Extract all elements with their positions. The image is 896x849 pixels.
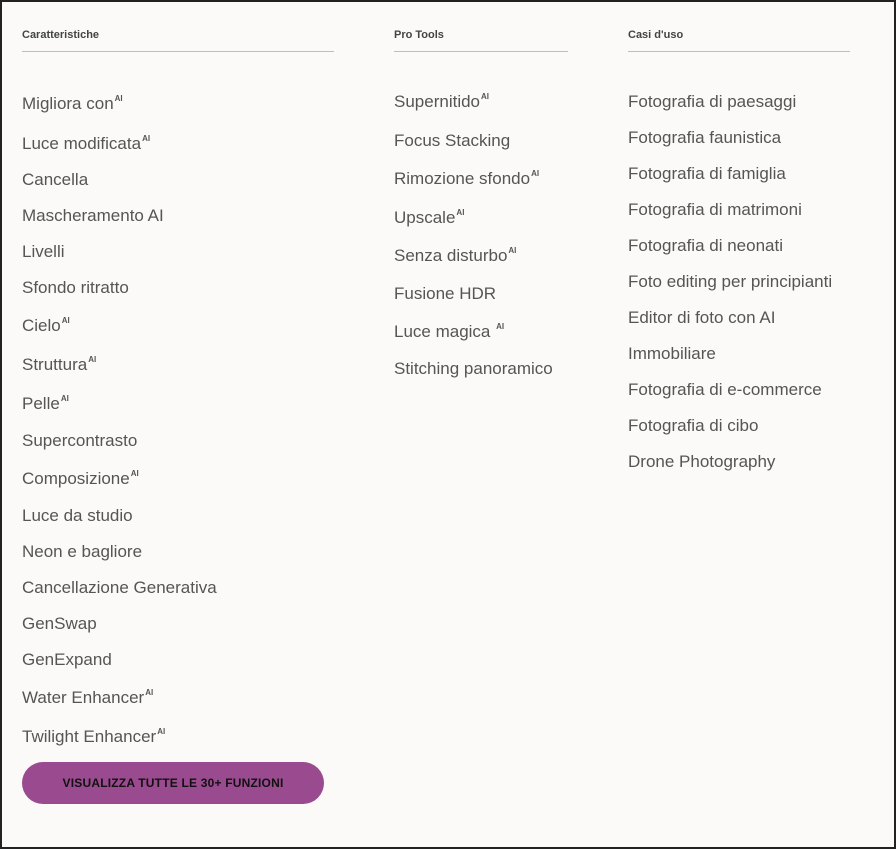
- menu-item[interactable]: [394, 92, 489, 112]
- menu-item[interactable]: [628, 200, 802, 220]
- ai-badge: AI: [145, 688, 154, 697]
- ai-badge: AI: [130, 469, 139, 478]
- menu-item-label: Luce da studio: [22, 506, 133, 525]
- menu-item[interactable]: [394, 359, 553, 379]
- menu-item[interactable]: [22, 206, 164, 226]
- menu-item[interactable]: [22, 727, 165, 747]
- menu-item-label: Foto editing per principianti: [628, 272, 833, 291]
- menu-item-label: Cancella: [22, 170, 89, 189]
- ai-badge: AI: [456, 208, 465, 217]
- ai-badge: AI: [157, 727, 166, 736]
- menu-item[interactable]: [22, 431, 137, 451]
- menu-item-label: Drone Photography: [628, 452, 776, 471]
- ai-badge: AI: [142, 134, 151, 143]
- menu-item-label: Fotografia di e-commerce: [628, 380, 822, 399]
- menu-item-label: Editor di foto con AI: [628, 308, 776, 327]
- menu-item[interactable]: [22, 506, 133, 526]
- menu-item[interactable]: [394, 246, 516, 266]
- menu-item-label: Immobiliare: [628, 344, 716, 363]
- ai-badge: AI: [496, 322, 505, 331]
- menu-item-label: Upscale: [394, 208, 456, 227]
- column-title: Casi d'uso: [628, 28, 850, 52]
- column-caratteristiche: [22, 28, 334, 746]
- column-casi-d-uso: [628, 28, 850, 471]
- menu-item[interactable]: [628, 272, 832, 292]
- menu-item[interactable]: [628, 128, 781, 148]
- menu-item[interactable]: [394, 169, 539, 189]
- menu-item-label: Fotografia di cibo: [628, 416, 759, 435]
- menu-item-label: Senza disturbo: [394, 246, 508, 265]
- menu-item-label: Mascheramento AI: [22, 206, 164, 225]
- menu-item-label: GenSwap: [22, 614, 97, 633]
- menu-item[interactable]: [628, 452, 775, 472]
- column-title: Caratteristiche: [22, 28, 334, 52]
- menu-item-label: Sfondo ritratto: [22, 278, 129, 297]
- menu-item-label: Water Enhancer: [22, 688, 145, 707]
- ai-badge: AI: [60, 394, 69, 403]
- menu-item-label: Fotografia faunistica: [628, 128, 782, 147]
- menu-item[interactable]: [22, 94, 123, 114]
- menu-item[interactable]: [394, 131, 510, 151]
- menu-item[interactable]: [22, 134, 150, 154]
- ai-badge: AI: [88, 355, 97, 364]
- ai-badge: AI: [114, 94, 123, 103]
- menu-item[interactable]: [22, 355, 96, 375]
- menu-item-label: Migliora con: [22, 94, 114, 113]
- ai-badge: AI: [61, 316, 70, 325]
- menu-item-label: Supernitido: [394, 92, 481, 111]
- menu-item-label: Focus Stacking: [394, 131, 511, 150]
- menu-item-label: Composizione: [22, 469, 130, 488]
- menu-item[interactable]: [22, 469, 139, 489]
- menu-item[interactable]: [22, 242, 65, 262]
- ai-badge: AI: [508, 246, 517, 255]
- menu-item[interactable]: [22, 542, 142, 562]
- menu-item[interactable]: [22, 394, 69, 414]
- menu-item[interactable]: [628, 416, 758, 436]
- menu-item[interactable]: [628, 344, 716, 364]
- ai-badge: AI: [531, 169, 540, 178]
- menu-item-label: Fotografia di neonati: [628, 236, 783, 255]
- column-title: Pro Tools: [394, 28, 568, 52]
- menu-item[interactable]: [628, 308, 775, 328]
- menu-item-label: Fusione HDR: [394, 284, 497, 303]
- menu-item-label: Neon e bagliore: [22, 542, 143, 561]
- menu-item-label: Fotografia di paesaggi: [628, 92, 797, 111]
- menu-item[interactable]: [22, 170, 88, 190]
- menu-item[interactable]: [22, 688, 153, 708]
- menu-item-label: Luce modificata: [22, 134, 142, 153]
- menu-item-label: Stitching panoramico: [394, 359, 553, 378]
- menu-item-label: Pelle: [22, 394, 60, 413]
- menu-item-label: Cielo: [22, 316, 61, 335]
- menu-item[interactable]: [394, 284, 496, 304]
- menu-item-label: Struttura: [22, 355, 88, 374]
- menu-item-label: GenExpand: [22, 650, 112, 669]
- menu-item-label: Luce magica: [394, 322, 496, 341]
- menu-item[interactable]: [394, 322, 504, 342]
- menu-item[interactable]: [628, 236, 783, 256]
- menu-item[interactable]: [22, 614, 97, 634]
- menu-item[interactable]: [22, 278, 129, 298]
- menu-item[interactable]: [628, 380, 822, 400]
- menu-item[interactable]: [628, 92, 796, 112]
- menu-item[interactable]: [22, 316, 70, 336]
- ai-badge: AI: [481, 92, 490, 101]
- menu-item-label: Rimozione sfondo: [394, 169, 531, 188]
- menu-item[interactable]: [394, 208, 464, 228]
- menu-item-label: Fotografia di famiglia: [628, 164, 786, 183]
- menu-item[interactable]: [22, 650, 112, 670]
- view-all-features-button[interactable]: VISUALIZZA TUTTE LE 30+ FUNZIONI: [22, 762, 324, 804]
- menu-item-label: Supercontrasto: [22, 431, 138, 450]
- menu-item-label: Livelli: [22, 242, 65, 261]
- menu-item-label: Twilight Enhancer: [22, 727, 157, 746]
- menu-item-label: Cancellazione Generativa: [22, 578, 217, 597]
- menu-item-label: Fotografia di matrimoni: [628, 200, 802, 219]
- menu-item[interactable]: [22, 578, 217, 598]
- menu-item[interactable]: [628, 164, 786, 184]
- column-pro-tools: [394, 28, 568, 378]
